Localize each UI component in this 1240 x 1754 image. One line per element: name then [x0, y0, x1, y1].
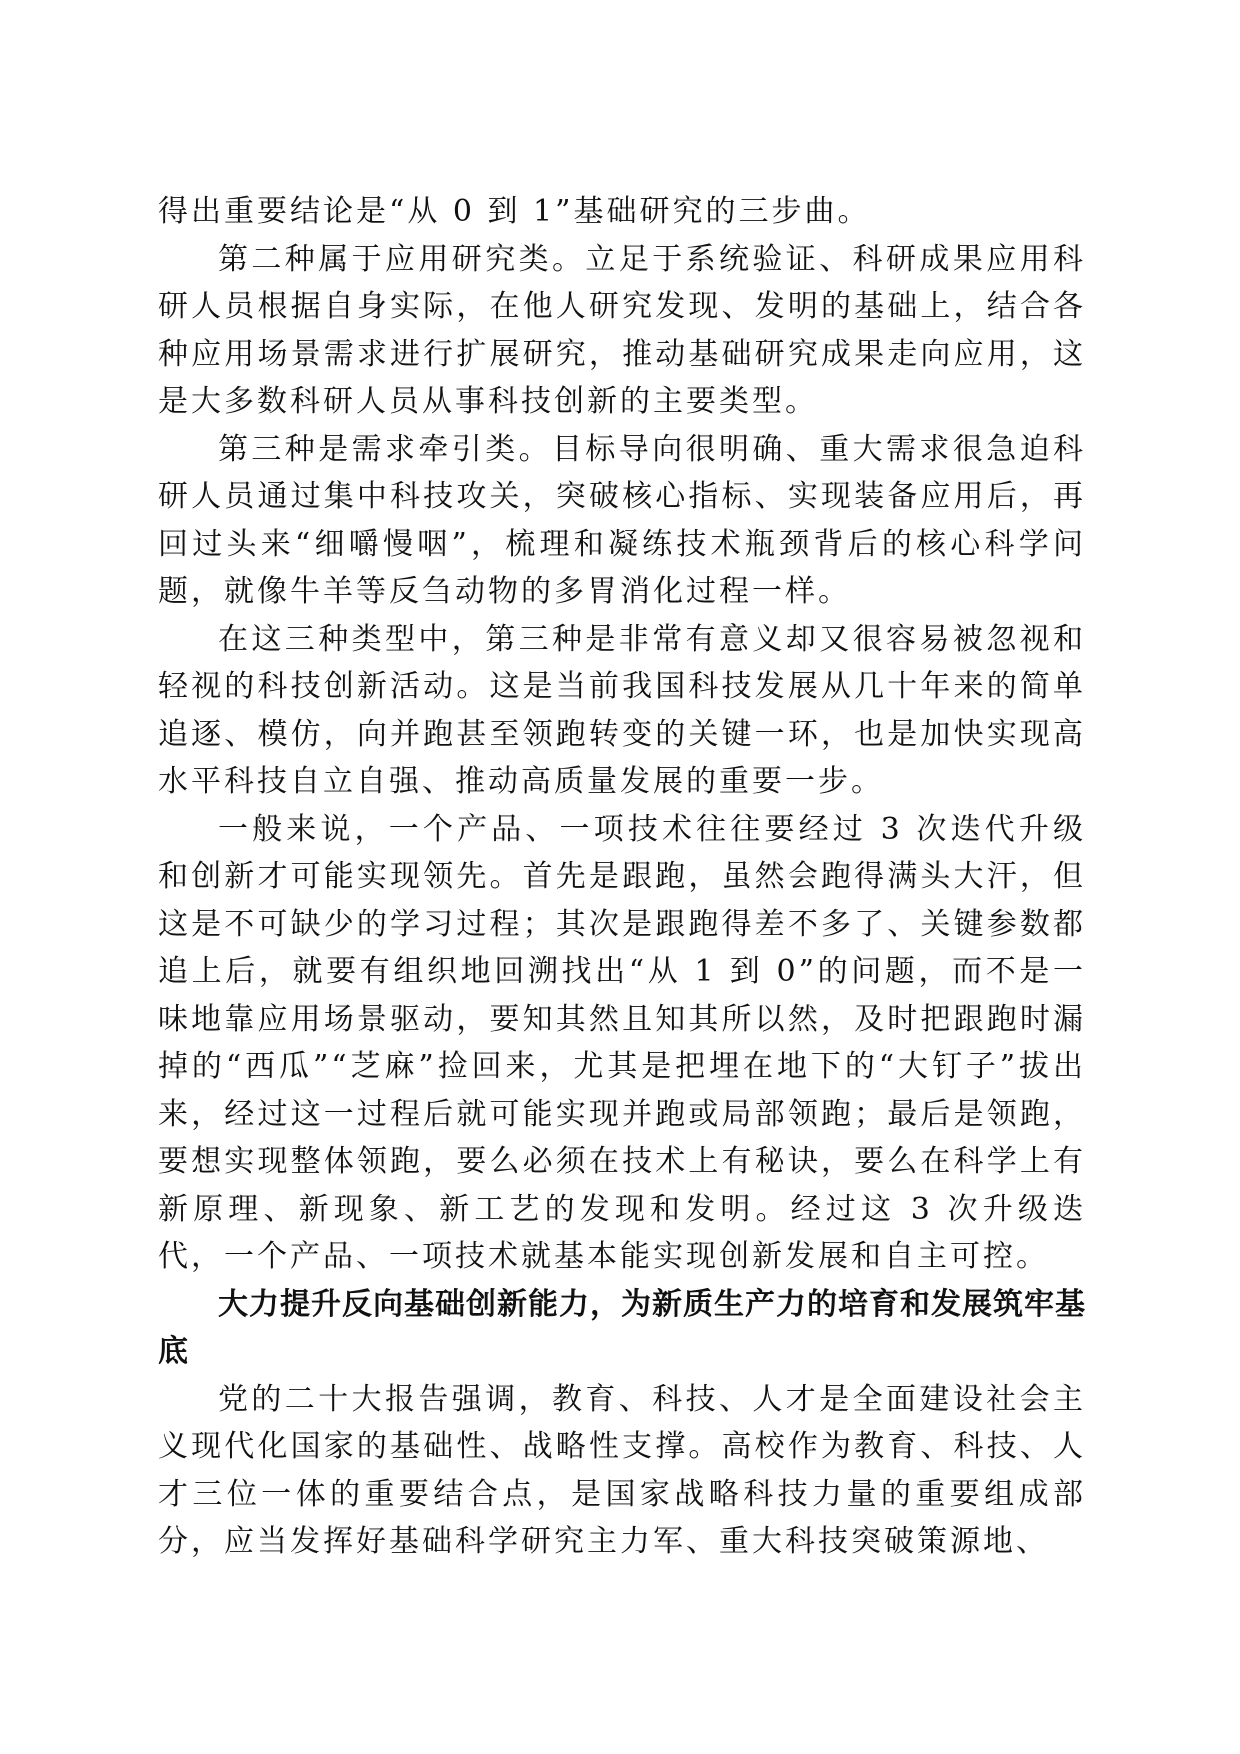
document-page [158, 188, 1086, 1566]
paragraph-twentieth-congress: 党的二十大报告强调，教育、科技、人才是全面建设社会主义现代化国家的基础性、战略性支撑。高校作为教育、科技、人才三位一体的重要结合点，是国家战略科技力量的重要组成部分，应当发挥好基础科学研究主力军、重大科技突破策源地、 [158, 1381, 1086, 1559]
paragraph-iteration: 一般来说，一个产品、一项技术往往要经过 3 次迭代升级和创新才可能实现领先。首先是跟跑，虽然会跑得满头大汗，但这是不可缺少的学习过程；其次是跟跑得差不多了、关键参数都追上后，就要有组织地回溯找出“从 1 到 0”的问题，而不是一味地靠应用场景驱动，要知其然且知其所以然，及时把跟跑时漏掉的“西瓜”“芝麻”捡回来，尤其是把埋在地下的“大钉子”拔出来，经过这一过程后就可能实现并跑或局部领跑；最后是领跑，要想实现整体领跑，要么必须在技术上有秘诀，要么在科学上有新原理、新现象、新工艺的发现和发明。经过这 3 次升级迭代，一个产品、一项技术就基本能实现创新发展和自主可控。 [158, 811, 1086, 1274]
paragraph-basic-research-conclusion: 得出重要结论是“从 0 到 1”基础研究的三步曲。 [158, 194, 871, 229]
paragraph-applied-research: 第二种属于应用研究类。立足于系统验证、科研成果应用科研人员根据自身实际，在他人研究发现、发明的基础上，结合各种应用场景需求进行扩展研究，推动基础研究成果走向应用，这是大多数科研人员从事科技创新的主要类型。 [158, 241, 1086, 419]
paragraph-three-types: 在这三种类型中，第三种是非常有意义却又很容易被忽视和轻视的科技创新活动。这是当前我国科技发展从几十年来的简单追逐、模仿，向并跑甚至领跑转变的关键一环，也是加快实现高水平科技自立自强、推动高质量发展的重要一步。 [158, 621, 1086, 799]
section-heading: 大力提升反向基础创新能力，为新质生产力的培育和发展筑牢基底 [158, 1286, 1086, 1369]
paragraph-demand-driven: 第三种是需求牵引类。目标导向很明确、重大需求很急迫科研人员通过集中科技攻关，突破核心指标、实现装备应用后，再回过头来“细嚼慢咽”，梳理和凝练技术瓶颈背后的核心科学问题，就像牛羊等反刍动物的多胃消化过程一样。 [158, 431, 1086, 609]
